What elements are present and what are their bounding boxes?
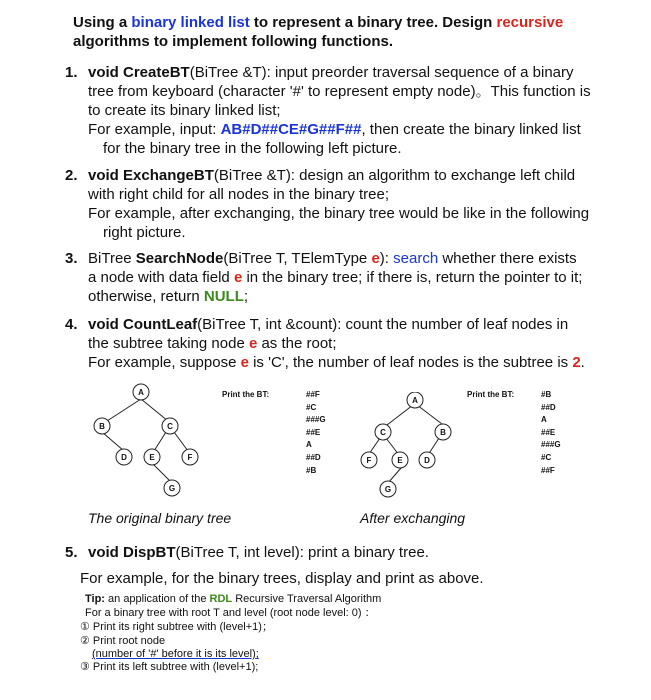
tip-step-2: ② Print root node — [80, 635, 166, 647]
item-1-line-5: for the binary tree in the following left picture. — [103, 140, 402, 157]
right-caption: After exchanging — [360, 510, 466, 526]
item-1-line-4: For example, input: AB#D##CE#G##F##, then create the binary linked list — [88, 121, 581, 138]
item-4-number: 4. — [65, 316, 78, 333]
right-tree-node-label: B — [440, 428, 446, 437]
item-3-line-3: otherwise, return NULL; — [88, 288, 249, 305]
item-1-number: 1. — [65, 64, 78, 81]
print-output-line: ##F — [306, 390, 320, 399]
right-tree-node-label: A — [412, 396, 418, 405]
item-2-line-2: with right child for all nodes in the binary tree; — [88, 186, 389, 203]
item-1-line-2: tree from keyboard (character '#' to represent empty node)。This function is — [88, 83, 591, 100]
right-tree-node-label: F — [366, 456, 372, 465]
print-output-left — [306, 389, 326, 477]
right-tree-node-label: D — [424, 456, 430, 465]
print-output-line: #B — [306, 465, 317, 475]
print-output-line: #C — [306, 402, 317, 412]
left-tree-node-label: A — [138, 388, 144, 397]
item-5-number: 5. — [65, 544, 78, 561]
right-tree-node-label: C — [380, 428, 386, 437]
item-4-line-2: the subtree taking node e as the root; — [88, 335, 337, 352]
item-1-line-3: to create its binary linked list; — [88, 102, 281, 119]
print-output-line: ###G — [541, 440, 561, 450]
print-output-line: A — [306, 440, 312, 450]
print-output-line: ##E — [541, 427, 556, 437]
print-output-right — [541, 389, 561, 477]
intro-line-2: algorithms to implement following functions. — [73, 33, 393, 50]
left-tree-node-label: F — [187, 453, 193, 462]
item-5-line-2: For example, for the binary trees, display and print as above. — [80, 570, 484, 587]
intro-line-1: Using a binary linked list to represent a binary tree. Design recursive — [73, 14, 564, 31]
right-tree-node-label: E — [397, 456, 403, 465]
item-2-line-4: right picture. — [103, 224, 186, 241]
tip-line-2: For a binary tree with root T and level (root node level: 0) ： — [85, 607, 376, 619]
item-2-line-3: For example, after exchanging, the binary tree would be like in the following — [88, 205, 590, 222]
item-3-line-1: BiTree SearchNode(BiTree T, TElemType e): search whether there exists — [88, 250, 577, 267]
right-tree-diagram — [355, 392, 465, 507]
item-4-line-1: void CountLeaf(BiTree T, int &count): count the number of leaf nodes in — [88, 316, 569, 333]
left-tree-diagram — [80, 380, 220, 505]
left-tree-node-label: C — [167, 422, 173, 431]
print-output-line: ##D — [306, 452, 321, 462]
left-tree-node-label: G — [168, 484, 176, 493]
item-5-line-1: void DispBT(BiTree T, int level): print a binary tree. — [88, 544, 429, 561]
tip-step-3: ③ Print its left subtree with (level+1); — [80, 661, 259, 673]
item-2-line-1: void ExchangeBT(BiTree &T): design an algorithm to exchange left child — [88, 167, 576, 184]
left-tree-node-label: D — [121, 453, 127, 462]
tip-step-1: ① Print its right subtree with (level+1)； — [80, 621, 273, 633]
left-tree-node-label: B — [99, 422, 105, 431]
tip-step-2-note: (number of '#' before it is its level); — [92, 648, 259, 660]
print-output-line: A — [541, 415, 547, 425]
item-3-line-2: a node with data field e in the binary tree; if there is, return the pointer to it; — [88, 269, 583, 286]
print-output-line: ##F — [541, 465, 555, 475]
print-output-line: #B — [541, 390, 552, 399]
print-output-line: #C — [541, 452, 552, 462]
print-output-line: ##E — [306, 427, 321, 437]
print-output-line: ###G — [306, 415, 326, 425]
left-tree-node-label: E — [149, 453, 155, 462]
left-caption: The original binary tree — [88, 510, 232, 526]
tip-line-1: Tip: an application of the RDL Recursive Traversal Algorithm — [85, 593, 382, 605]
print-label-right: Print the BT: — [467, 390, 515, 399]
right-tree-node-label: G — [384, 485, 392, 494]
item-4-line-3: For example, suppose e is 'C', the number of leaf nodes is the subtree is 2. — [88, 354, 585, 371]
print-output-line: ##D — [541, 402, 556, 412]
item-2-number: 2. — [65, 167, 78, 184]
item-3-number: 3. — [65, 250, 78, 267]
item-1-line-1: void CreateBT(BiTree &T): input preorder traversal sequence of a binary — [88, 64, 574, 81]
print-label-left: Print the BT: — [222, 390, 270, 399]
